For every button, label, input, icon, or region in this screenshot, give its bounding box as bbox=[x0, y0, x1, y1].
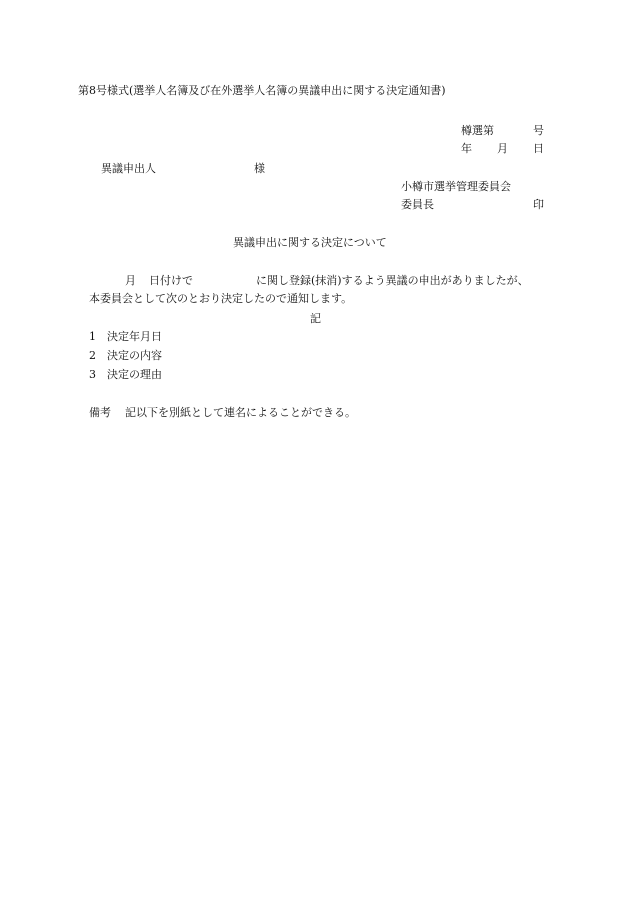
form-title: 第8号様式(選挙人名簿及び在外選挙人名簿の異議申出に関する決定通知書) bbox=[78, 84, 446, 97]
body-month-label: 月 bbox=[125, 274, 136, 287]
item-text: 決定の理由 bbox=[107, 368, 162, 381]
body-line1-text: に関し登録(抹消)するよう異議の申出がありましたが、 bbox=[256, 274, 529, 287]
item-text: 決定年月日 bbox=[107, 330, 162, 343]
item-number: 2 bbox=[89, 349, 96, 362]
addressee-honorific: 様 bbox=[254, 162, 265, 175]
remarks-text: 記以下を別紙として連名によることができる。 bbox=[125, 406, 356, 419]
body-day-label: 日付けで bbox=[149, 274, 193, 287]
seal-mark: 印 bbox=[533, 198, 544, 211]
reference-number-prefix: 樽選第 bbox=[461, 124, 494, 137]
remarks-label: 備考 bbox=[89, 406, 111, 419]
item-number: 1 bbox=[89, 330, 96, 343]
subject-heading: 異議申出に関する決定について bbox=[233, 236, 387, 249]
body-line2-text: 本委員会として次のとおり決定したので通知します。 bbox=[89, 292, 353, 305]
ki-heading: 記 bbox=[310, 312, 321, 325]
sender-title: 委員長 bbox=[401, 198, 434, 211]
date-day-label: 日 bbox=[533, 142, 544, 155]
reference-number-suffix: 号 bbox=[533, 124, 544, 137]
date-year-label: 年 bbox=[461, 142, 472, 155]
date-month-label: 月 bbox=[497, 142, 508, 155]
item-number: 3 bbox=[89, 368, 96, 381]
item-text: 決定の内容 bbox=[107, 349, 162, 362]
addressee-label: 異議申出人 bbox=[101, 162, 156, 175]
sender-organization: 小樽市選挙管理委員会 bbox=[401, 180, 511, 193]
